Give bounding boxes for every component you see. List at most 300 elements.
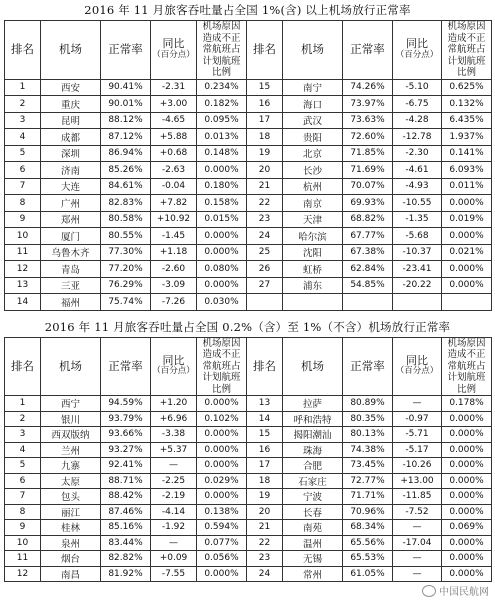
cell-yoy: -10.26 bbox=[393, 458, 442, 474]
cell-airport: 昆明 bbox=[41, 112, 101, 129]
cell-yoy: -4.61 bbox=[393, 162, 442, 179]
cell-rate: 82.82% bbox=[101, 551, 151, 567]
cell-yoy: -4.65 bbox=[151, 112, 197, 129]
cell-airport: 泉州 bbox=[41, 535, 101, 551]
cell-rank: 21 bbox=[247, 520, 283, 536]
cell-cause-ratio: 0.000% bbox=[442, 442, 492, 458]
cell-rank: 1 bbox=[5, 79, 41, 96]
cell-yoy: -1.35 bbox=[393, 211, 442, 228]
cell-yoy: -5.71 bbox=[393, 427, 442, 443]
cell-yoy: -2.31 bbox=[151, 79, 197, 96]
cell-airport: 贵阳 bbox=[283, 129, 343, 146]
cell-cause-ratio: 0.080% bbox=[197, 261, 247, 278]
cell-rank: 27 bbox=[247, 277, 283, 294]
header-row bbox=[5, 21, 492, 80]
cell-yoy: -2.19 bbox=[151, 489, 197, 505]
table-row bbox=[5, 489, 492, 505]
cell-rank: 1 bbox=[5, 396, 41, 412]
cell-rate: 54.85% bbox=[343, 277, 393, 294]
header-yoy-label: 同比 bbox=[406, 353, 428, 367]
cell-cause-ratio: 0.000% bbox=[197, 244, 247, 261]
cell-yoy: -17.04 bbox=[393, 535, 442, 551]
cell-airport: 厦门 bbox=[41, 228, 101, 245]
cell-rate: 87.12% bbox=[101, 129, 151, 146]
cell-rate: 69.93% bbox=[343, 195, 393, 212]
cell-yoy: +5.37 bbox=[151, 442, 197, 458]
cell-yoy: +0.68 bbox=[151, 145, 197, 162]
cell-rate: 86.94% bbox=[101, 145, 151, 162]
cell-rank: 17 bbox=[247, 112, 283, 129]
cell-yoy: -4.93 bbox=[393, 178, 442, 195]
cell-yoy: -10.37 bbox=[393, 244, 442, 261]
table-row bbox=[5, 427, 492, 443]
cell-airport: 西安 bbox=[41, 79, 101, 96]
cell-cause-ratio bbox=[442, 294, 492, 311]
table-row bbox=[5, 396, 492, 412]
cell-cause-ratio: 0.141% bbox=[442, 145, 492, 162]
cell-rate: 75.74% bbox=[101, 294, 151, 311]
cell-cause-ratio: 0.000% bbox=[442, 228, 492, 245]
table-row bbox=[5, 520, 492, 536]
cell-rate: 85.26% bbox=[101, 162, 151, 179]
cell-rank: 17 bbox=[247, 458, 283, 474]
cell-yoy: -0.97 bbox=[393, 411, 442, 427]
cell-rank: 20 bbox=[247, 504, 283, 520]
cell-airport: 珠海 bbox=[283, 442, 343, 458]
cell-yoy: +3.00 bbox=[151, 96, 197, 113]
cell-rate: 81.92% bbox=[101, 566, 151, 582]
header-rank: 排名 bbox=[5, 337, 41, 396]
cell-yoy: -11.85 bbox=[393, 489, 442, 505]
header-cause bbox=[197, 21, 247, 80]
cell-cause-ratio: 0.000% bbox=[442, 535, 492, 551]
cell-cause-ratio: 0.000% bbox=[197, 162, 247, 179]
table-row bbox=[5, 566, 492, 582]
cell-cause-ratio: 0.056% bbox=[197, 551, 247, 567]
cell-cause-ratio: 0.182% bbox=[197, 96, 247, 113]
cell-airport: 常州 bbox=[283, 566, 343, 582]
table-row bbox=[5, 112, 492, 129]
cell-airport: 温州 bbox=[283, 535, 343, 551]
cell-rank: 26 bbox=[247, 261, 283, 278]
cell-airport: 呼和浩特 bbox=[283, 411, 343, 427]
cell-rate: 90.01% bbox=[101, 96, 151, 113]
cell-rate: 92.41% bbox=[101, 458, 151, 474]
cell-rate: 87.46% bbox=[101, 504, 151, 520]
cell-cause-ratio: 0.000% bbox=[442, 261, 492, 278]
cell-rank: 18 bbox=[247, 129, 283, 146]
header-yoy-label: 同比 bbox=[406, 37, 428, 51]
cell-airport: 三亚 bbox=[41, 277, 101, 294]
cell-rate: 68.34% bbox=[343, 520, 393, 536]
header-airport: 机场 bbox=[283, 21, 343, 80]
cell-airport: 长沙 bbox=[283, 162, 343, 179]
cell-yoy: -2.60 bbox=[151, 261, 197, 278]
cell-cause-ratio: 0.000% bbox=[197, 442, 247, 458]
cell-cause-ratio: 0.000% bbox=[197, 458, 247, 474]
cell-rate: 80.13% bbox=[343, 427, 393, 443]
cell-yoy: — bbox=[393, 566, 442, 582]
cell-cause-ratio: 0.178% bbox=[442, 396, 492, 412]
cell-yoy: -5.17 bbox=[393, 442, 442, 458]
cell-yoy: -6.75 bbox=[393, 96, 442, 113]
cell-rank: 11 bbox=[5, 244, 41, 261]
table-row bbox=[5, 195, 492, 212]
cell-rate: 77.20% bbox=[101, 261, 151, 278]
cell-cause-ratio: 0.000% bbox=[197, 427, 247, 443]
cell-cause-ratio: 0.029% bbox=[197, 473, 247, 489]
header-yoy-label: 同比 bbox=[162, 37, 185, 51]
header-airport: 机场 bbox=[41, 337, 101, 396]
cell-rank bbox=[247, 294, 283, 311]
cell-airport: 西宁 bbox=[41, 396, 101, 412]
cell-airport: 包头 bbox=[41, 489, 101, 505]
cell-airport bbox=[283, 294, 343, 311]
table-row bbox=[5, 162, 492, 179]
cell-rate: 94.59% bbox=[101, 396, 151, 412]
cell-yoy: -4.28 bbox=[393, 112, 442, 129]
cell-rate: 90.41% bbox=[101, 79, 151, 96]
cell-airport: 深圳 bbox=[41, 145, 101, 162]
cell-yoy: +0.09 bbox=[151, 551, 197, 567]
cell-rank: 19 bbox=[247, 145, 283, 162]
cell-rank: 16 bbox=[247, 442, 283, 458]
cell-yoy: — bbox=[393, 551, 442, 567]
cell-rank: 8 bbox=[5, 195, 41, 212]
cell-rank: 6 bbox=[5, 473, 41, 489]
cell-rate: 61.05% bbox=[343, 566, 393, 582]
cell-airport: 哈尔滨 bbox=[283, 228, 343, 245]
table-row bbox=[5, 294, 492, 311]
cell-rate: 88.42% bbox=[101, 489, 151, 505]
cell-rank: 22 bbox=[247, 535, 283, 551]
table1 bbox=[4, 20, 492, 311]
header-airport: 机场 bbox=[41, 21, 101, 80]
table2-title: 2016 年 11 月旅客吞吐量占全国 0.2%（含）至 1%（不含）机场放行正常率 bbox=[44, 319, 451, 334]
header-yoy bbox=[393, 21, 442, 80]
cell-rate: 67.38% bbox=[343, 244, 393, 261]
header-cause bbox=[442, 337, 492, 396]
header-cause-label: 机场原因造成不正常航班占计划航班比例 bbox=[202, 337, 241, 395]
cell-cause-ratio: 0.102% bbox=[197, 411, 247, 427]
cell-airport: 北京 bbox=[283, 145, 343, 162]
cell-rate bbox=[343, 294, 393, 311]
cell-yoy: +1.18 bbox=[151, 244, 197, 261]
cell-rate: 88.71% bbox=[101, 473, 151, 489]
cell-rank: 3 bbox=[5, 112, 41, 129]
cell-cause-ratio: 0.138% bbox=[197, 504, 247, 520]
cell-rate: 71.85% bbox=[343, 145, 393, 162]
cell-rate: 84.61% bbox=[101, 178, 151, 195]
cell-yoy: +13.00 bbox=[393, 473, 442, 489]
cell-rank: 4 bbox=[5, 442, 41, 458]
cell-yoy: -20.22 bbox=[393, 277, 442, 294]
header-yoy bbox=[151, 337, 197, 396]
cell-airport: 合肥 bbox=[283, 458, 343, 474]
table-row bbox=[5, 442, 492, 458]
header-rate: 正常率 bbox=[101, 21, 151, 80]
cell-yoy: +10.92 bbox=[151, 211, 197, 228]
cell-rate: 71.71% bbox=[343, 489, 393, 505]
cell-rank: 7 bbox=[5, 178, 41, 195]
cell-yoy: +7.82 bbox=[151, 195, 197, 212]
cell-rank: 25 bbox=[247, 244, 283, 261]
cell-rate: 80.35% bbox=[343, 411, 393, 427]
wechat-icon bbox=[422, 585, 436, 597]
cell-rate: 65.56% bbox=[343, 535, 393, 551]
header-rank: 排名 bbox=[247, 337, 283, 396]
cell-airport: 南宁 bbox=[283, 79, 343, 96]
cell-rate: 83.44% bbox=[101, 535, 151, 551]
cell-rank: 22 bbox=[247, 195, 283, 212]
cell-rate: 93.27% bbox=[101, 442, 151, 458]
cell-rate: 88.12% bbox=[101, 112, 151, 129]
cell-cause-ratio: 0.000% bbox=[197, 228, 247, 245]
cell-airport: 长春 bbox=[283, 504, 343, 520]
cell-yoy: -12.78 bbox=[393, 129, 442, 146]
cell-rank: 20 bbox=[247, 162, 283, 179]
header-cause-label: 机场原因造成不正常航班占计划航班比例 bbox=[447, 337, 486, 395]
cell-yoy: -7.26 bbox=[151, 294, 197, 311]
cell-rank: 15 bbox=[247, 427, 283, 443]
cell-rank: 2 bbox=[5, 96, 41, 113]
cell-yoy: -3.09 bbox=[151, 277, 197, 294]
cell-yoy: -2.30 bbox=[393, 145, 442, 162]
header-rank: 排名 bbox=[247, 21, 283, 80]
cell-airport: 石家庄 bbox=[283, 473, 343, 489]
cell-yoy: +6.96 bbox=[151, 411, 197, 427]
cell-rank: 6 bbox=[5, 162, 41, 179]
cell-rank: 7 bbox=[5, 489, 41, 505]
cell-yoy: -0.04 bbox=[151, 178, 197, 195]
cell-yoy: -23.41 bbox=[393, 261, 442, 278]
cell-cause-ratio: 0.132% bbox=[442, 96, 492, 113]
cell-yoy: -2.25 bbox=[151, 473, 197, 489]
cell-airport: 兰州 bbox=[41, 442, 101, 458]
cell-cause-ratio: 0.000% bbox=[442, 504, 492, 520]
cell-cause-ratio: 1.937% bbox=[442, 129, 492, 146]
cell-cause-ratio: 0.158% bbox=[197, 195, 247, 212]
cell-yoy: -2.63 bbox=[151, 162, 197, 179]
cell-rate: 73.63% bbox=[343, 112, 393, 129]
cell-rank: 8 bbox=[5, 504, 41, 520]
cell-cause-ratio: 0.021% bbox=[442, 244, 492, 261]
cell-airport: 南昌 bbox=[41, 566, 101, 582]
cell-airport: 银川 bbox=[41, 411, 101, 427]
cell-airport: 九寨 bbox=[41, 458, 101, 474]
table-row bbox=[5, 211, 492, 228]
cell-airport: 郑州 bbox=[41, 211, 101, 228]
cell-rank: 21 bbox=[247, 178, 283, 195]
cell-cause-ratio: 0.095% bbox=[197, 112, 247, 129]
header-row bbox=[5, 337, 492, 396]
cell-cause-ratio: 0.000% bbox=[442, 551, 492, 567]
table1-title: 2016 年 11 月旅客吞吐量占全国 1%(含) 以上机场放行正常率 bbox=[84, 3, 411, 17]
table-row bbox=[5, 261, 492, 278]
cell-airport: 杭州 bbox=[283, 178, 343, 195]
cell-rate: 74.38% bbox=[343, 442, 393, 458]
cell-airport: 天津 bbox=[283, 211, 343, 228]
watermark bbox=[422, 583, 489, 598]
table-row bbox=[5, 535, 492, 551]
table-row bbox=[5, 551, 492, 567]
cell-rank: 4 bbox=[5, 129, 41, 146]
cell-cause-ratio: 0.011% bbox=[442, 178, 492, 195]
cell-yoy: +1.20 bbox=[151, 396, 197, 412]
header-rank: 排名 bbox=[5, 21, 41, 80]
cell-rate: 74.26% bbox=[343, 79, 393, 96]
cell-cause-ratio: 0.000% bbox=[442, 489, 492, 505]
header-yoy-unit: （百分点） bbox=[395, 366, 439, 377]
cell-cause-ratio: 0.069% bbox=[442, 520, 492, 536]
cell-airport: 福州 bbox=[41, 294, 101, 311]
cell-airport: 大连 bbox=[41, 178, 101, 195]
cell-cause-ratio: 0.148% bbox=[197, 145, 247, 162]
cell-cause-ratio: 0.000% bbox=[442, 277, 492, 294]
cell-rank: 5 bbox=[5, 145, 41, 162]
cell-rank: 24 bbox=[247, 228, 283, 245]
cell-rank: 2 bbox=[5, 411, 41, 427]
cell-yoy: +5.88 bbox=[151, 129, 197, 146]
table-row bbox=[5, 473, 492, 489]
cell-cause-ratio: 0.000% bbox=[197, 277, 247, 294]
cell-yoy: — bbox=[393, 396, 442, 412]
cell-rank: 23 bbox=[247, 551, 283, 567]
cell-airport: 乌鲁木齐 bbox=[41, 244, 101, 261]
cell-yoy: -5.68 bbox=[393, 228, 442, 245]
table-row bbox=[5, 145, 492, 162]
cell-airport: 揭阳潮汕 bbox=[283, 427, 343, 443]
cell-airport: 浦东 bbox=[283, 277, 343, 294]
cell-cause-ratio: 0.625% bbox=[442, 79, 492, 96]
cell-rate: 77.30% bbox=[101, 244, 151, 261]
cell-yoy: — bbox=[151, 535, 197, 551]
header-yoy-unit: （百分点） bbox=[395, 49, 439, 60]
cell-cause-ratio: 0.000% bbox=[442, 473, 492, 489]
header-yoy bbox=[393, 337, 442, 396]
cell-rate: 80.58% bbox=[101, 211, 151, 228]
cell-rate: 82.83% bbox=[101, 195, 151, 212]
cell-airport: 烟台 bbox=[41, 551, 101, 567]
cell-rank: 14 bbox=[247, 411, 283, 427]
cell-airport: 广州 bbox=[41, 195, 101, 212]
cell-cause-ratio: 6.435% bbox=[442, 112, 492, 129]
cell-cause-ratio: 0.030% bbox=[197, 294, 247, 311]
cell-cause-ratio: 0.000% bbox=[442, 411, 492, 427]
cell-airport: 虹桥 bbox=[283, 261, 343, 278]
cell-airport: 无锡 bbox=[283, 551, 343, 567]
table-row bbox=[5, 129, 492, 146]
cell-rank: 5 bbox=[5, 458, 41, 474]
header-yoy-label: 同比 bbox=[162, 353, 185, 367]
cell-airport: 丽江 bbox=[41, 504, 101, 520]
cell-rank: 12 bbox=[5, 261, 41, 278]
cell-rank: 13 bbox=[5, 277, 41, 294]
cell-rate: 71.69% bbox=[343, 162, 393, 179]
cell-rank: 24 bbox=[247, 566, 283, 582]
table-row bbox=[5, 244, 492, 261]
table-row bbox=[5, 458, 492, 474]
cell-rank: 12 bbox=[5, 566, 41, 582]
header-cause bbox=[197, 337, 247, 396]
cell-cause-ratio: 0.000% bbox=[197, 566, 247, 582]
header-airport: 机场 bbox=[283, 337, 343, 396]
cell-cause-ratio: 0.000% bbox=[442, 427, 492, 443]
cell-rate: 72.77% bbox=[343, 473, 393, 489]
cell-rank: 10 bbox=[5, 228, 41, 245]
header-yoy-unit: （百分点） bbox=[152, 49, 195, 60]
cell-rank: 10 bbox=[5, 535, 41, 551]
cell-yoy: -1.45 bbox=[151, 228, 197, 245]
cell-cause-ratio: 0.000% bbox=[197, 396, 247, 412]
cell-airport: 太原 bbox=[41, 473, 101, 489]
cell-rank: 15 bbox=[247, 79, 283, 96]
cell-rate: 76.29% bbox=[101, 277, 151, 294]
cell-cause-ratio: 6.093% bbox=[442, 162, 492, 179]
cell-airport: 武汉 bbox=[283, 112, 343, 129]
cell-rate: 67.77% bbox=[343, 228, 393, 245]
cell-rate: 68.82% bbox=[343, 211, 393, 228]
table-row bbox=[5, 411, 492, 427]
cell-rank: 14 bbox=[5, 294, 41, 311]
table-row bbox=[5, 277, 492, 294]
table-row bbox=[5, 178, 492, 195]
cell-yoy bbox=[393, 294, 442, 311]
cell-yoy: -1.92 bbox=[151, 520, 197, 536]
cell-airport: 桂林 bbox=[41, 520, 101, 536]
cell-rank: 11 bbox=[5, 551, 41, 567]
cell-cause-ratio: 0.234% bbox=[197, 79, 247, 96]
header-yoy bbox=[151, 21, 197, 80]
cell-rate: 80.89% bbox=[343, 396, 393, 412]
cell-cause-ratio: 0.180% bbox=[197, 178, 247, 195]
cell-rate: 73.97% bbox=[343, 96, 393, 113]
cell-yoy: — bbox=[151, 458, 197, 474]
cell-rate: 93.79% bbox=[101, 411, 151, 427]
cell-airport: 南京 bbox=[283, 195, 343, 212]
cell-rank: 19 bbox=[247, 489, 283, 505]
cell-rate: 70.07% bbox=[343, 178, 393, 195]
cell-airport: 青岛 bbox=[41, 261, 101, 278]
cell-yoy: -5.10 bbox=[393, 79, 442, 96]
cell-rank: 9 bbox=[5, 211, 41, 228]
watermark-text: 中国民航网 bbox=[439, 587, 489, 598]
cell-airport: 海口 bbox=[283, 96, 343, 113]
cell-yoy: -10.55 bbox=[393, 195, 442, 212]
cell-airport: 成都 bbox=[41, 129, 101, 146]
cell-yoy: — bbox=[393, 520, 442, 536]
cell-rank: 16 bbox=[247, 96, 283, 113]
cell-rate: 70.96% bbox=[343, 504, 393, 520]
cell-cause-ratio: 0.000% bbox=[197, 489, 247, 505]
header-rate: 正常率 bbox=[101, 337, 151, 396]
cell-airport: 重庆 bbox=[41, 96, 101, 113]
header-cause-label: 机场原因造成不正常航班占计划航班比例 bbox=[202, 21, 241, 78]
cell-airport: 拉萨 bbox=[283, 396, 343, 412]
cell-cause-ratio: 0.015% bbox=[197, 211, 247, 228]
cell-airport: 济南 bbox=[41, 162, 101, 179]
cell-cause-ratio: 0.019% bbox=[442, 211, 492, 228]
header-cause bbox=[442, 21, 492, 80]
cell-cause-ratio: 0.000% bbox=[442, 458, 492, 474]
cell-cause-ratio: 0.000% bbox=[442, 566, 492, 582]
cell-rank: 3 bbox=[5, 427, 41, 443]
table-row bbox=[5, 96, 492, 113]
cell-rank: 23 bbox=[247, 211, 283, 228]
cell-rank: 9 bbox=[5, 520, 41, 536]
cell-cause-ratio: 0.000% bbox=[442, 195, 492, 212]
cell-rate: 62.84% bbox=[343, 261, 393, 278]
